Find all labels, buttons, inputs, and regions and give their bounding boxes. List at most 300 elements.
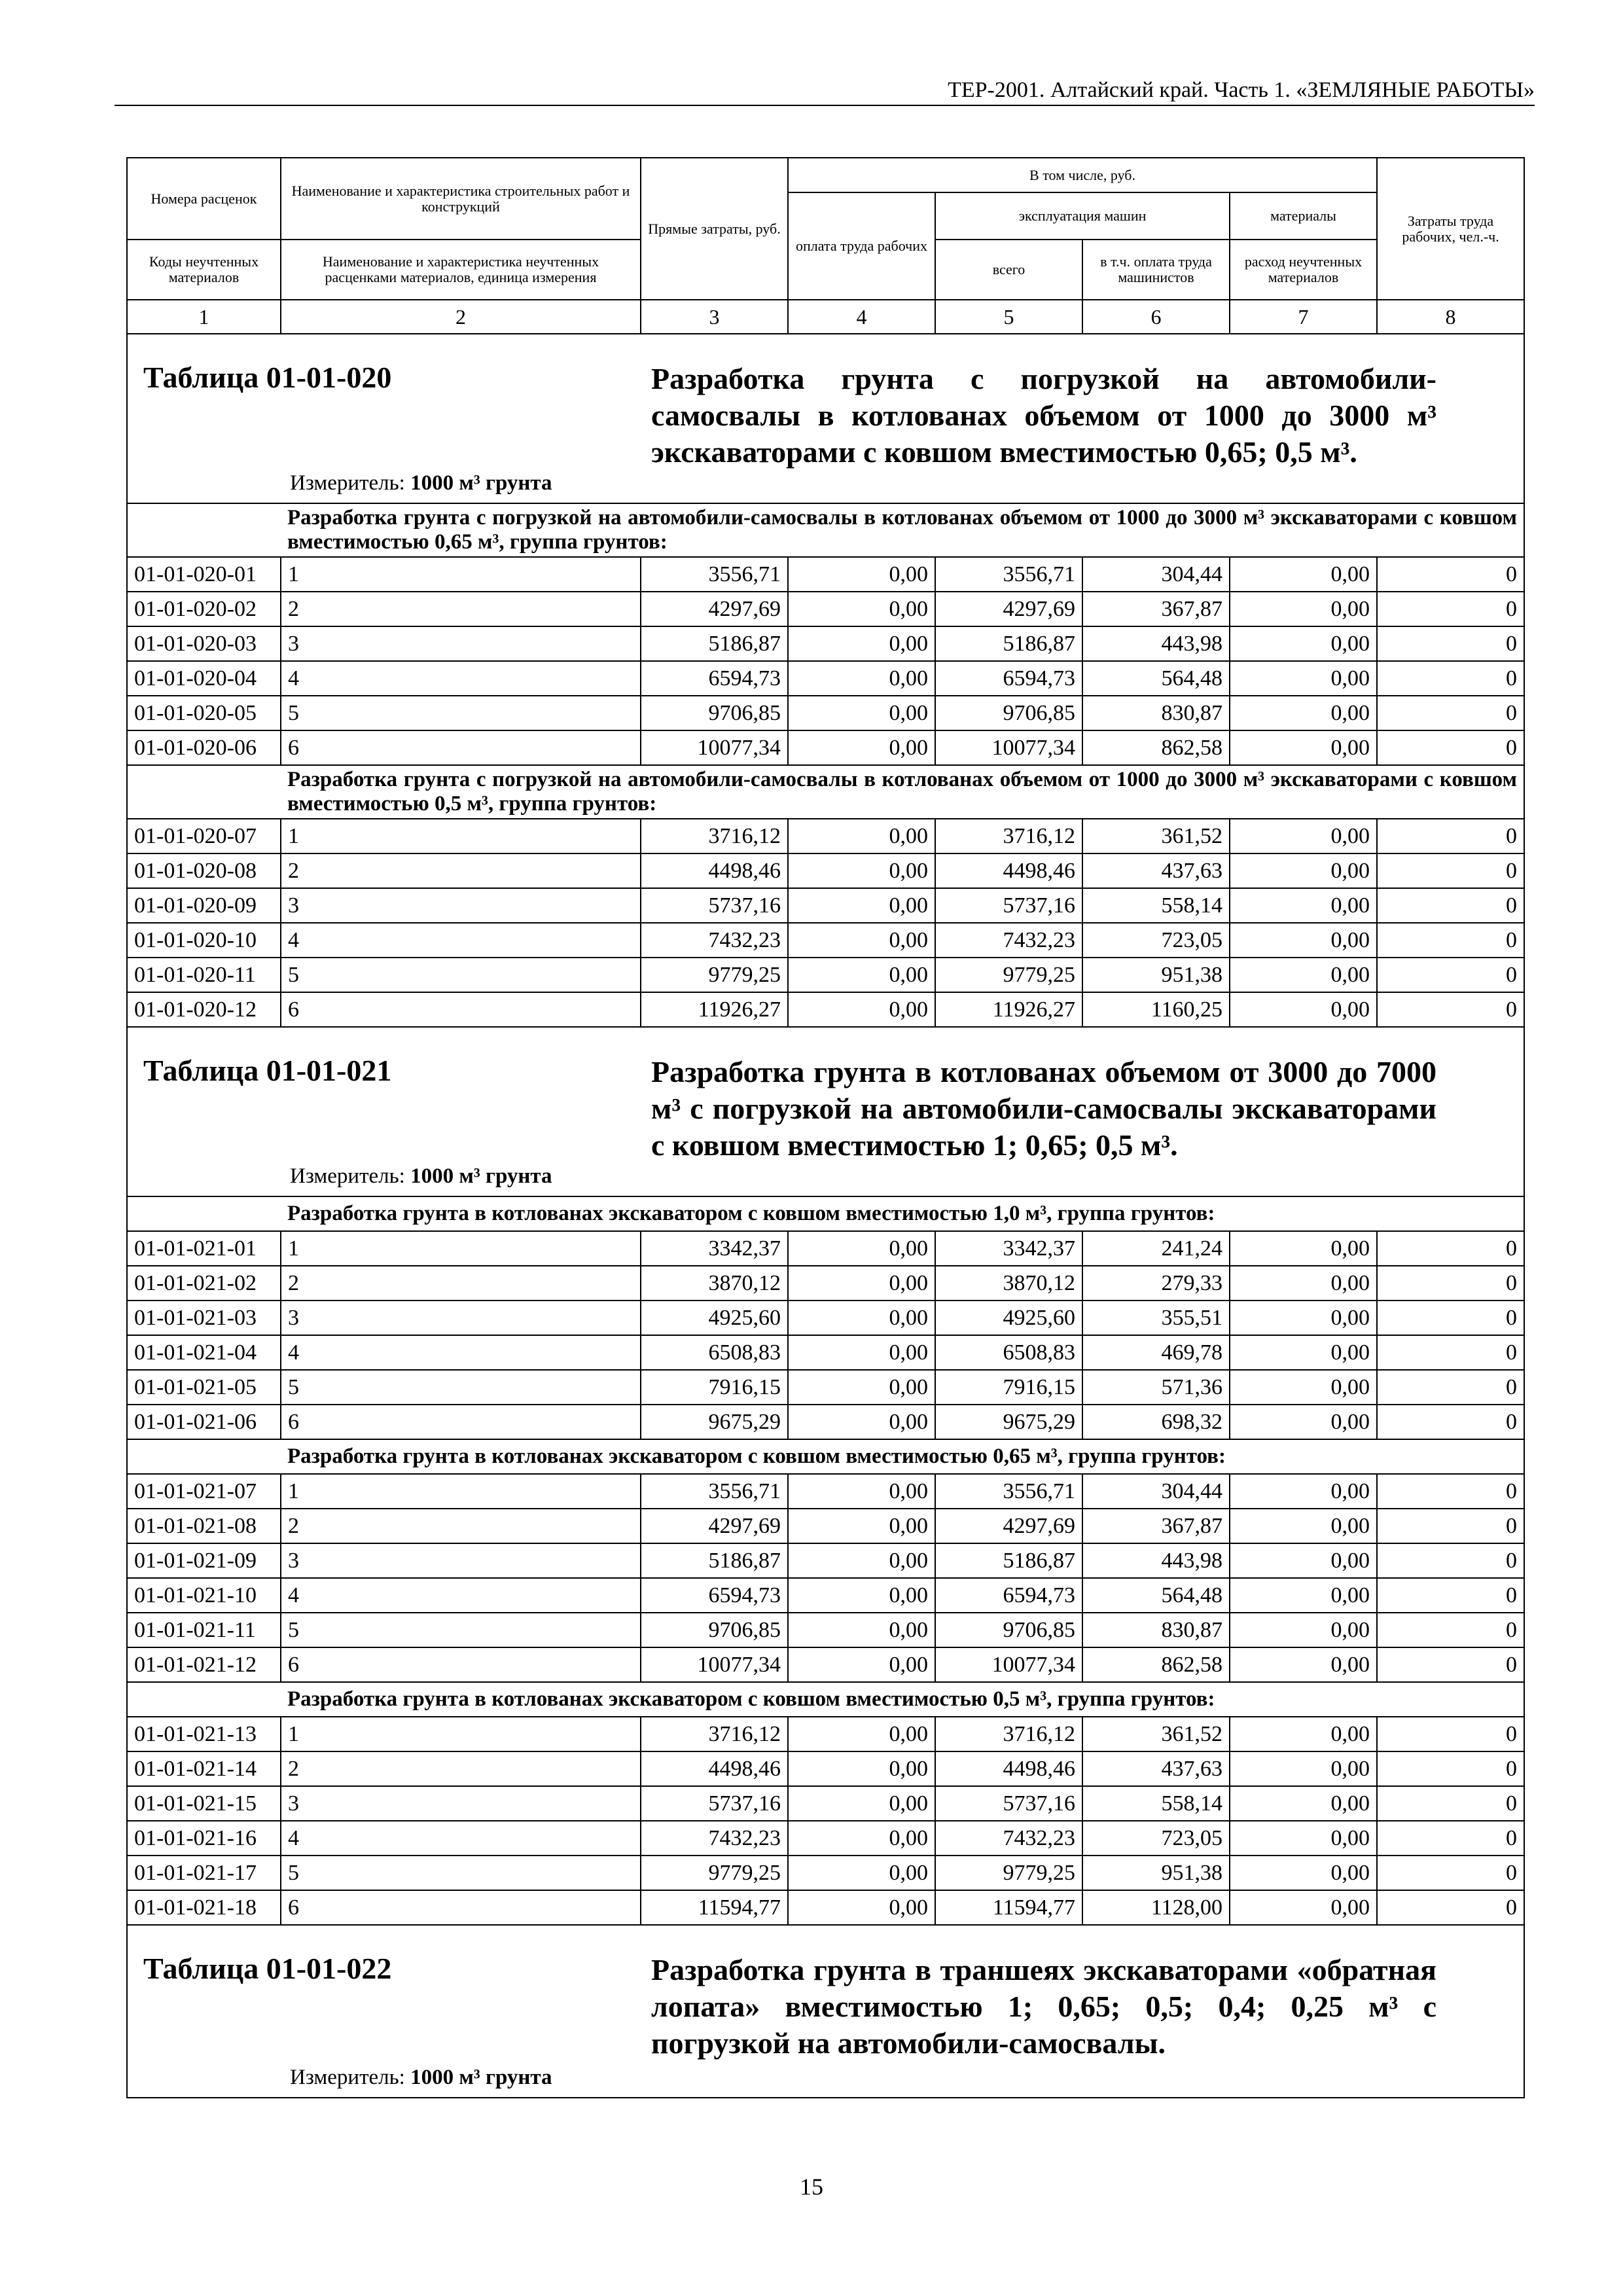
value-cell: 0 bbox=[1377, 1647, 1524, 1682]
value-cell: 443,98 bbox=[1082, 626, 1230, 661]
soil-group: 1 bbox=[281, 819, 641, 853]
col-including: В том числе, руб. bbox=[788, 158, 1377, 192]
soil-group: 2 bbox=[281, 1509, 641, 1543]
value-cell: 7432,23 bbox=[641, 1821, 788, 1856]
value-cell: 7432,23 bbox=[935, 1821, 1082, 1856]
value-cell: 0,00 bbox=[788, 853, 935, 888]
soil-group: 3 bbox=[281, 1300, 641, 1335]
value-cell: 6594,73 bbox=[935, 1578, 1082, 1613]
value-cell: 0 bbox=[1377, 1578, 1524, 1613]
table-row bbox=[127, 1578, 1524, 1613]
value-cell: 0,00 bbox=[788, 1370, 935, 1405]
rate-code: 01-01-021-01 bbox=[127, 1231, 281, 1266]
value-cell: 3870,12 bbox=[641, 1266, 788, 1300]
table-row bbox=[127, 819, 1524, 853]
column-number-cell: 6 bbox=[1082, 300, 1230, 334]
value-cell: 5186,87 bbox=[935, 626, 1082, 661]
value-cell: 9706,85 bbox=[935, 1613, 1082, 1647]
table-title-cell bbox=[127, 1027, 1524, 1196]
measure-value: 1000 м³ грунта bbox=[410, 2066, 552, 2089]
section-row bbox=[127, 765, 1524, 819]
value-cell: 0 bbox=[1377, 1751, 1524, 1786]
table-title: Разработка грунта в котлованах объемом от 3000 до 7000 м³ с погрузкой на автомобили-самосвалы экскаваторами с ковшом вместимостью 1; 0,65; 0,5 м³. bbox=[651, 1055, 1436, 1162]
value-cell: 9779,25 bbox=[935, 958, 1082, 992]
table-row bbox=[127, 1509, 1524, 1543]
soil-group: 3 bbox=[281, 626, 641, 661]
rate-code: 01-01-021-03 bbox=[127, 1300, 281, 1335]
value-cell: 0,00 bbox=[788, 1717, 935, 1751]
soil-group: 6 bbox=[281, 992, 641, 1027]
value-cell: 0,00 bbox=[1230, 992, 1377, 1027]
table-number: Таблица 01-01-021 bbox=[143, 1054, 392, 1087]
value-cell: 7432,23 bbox=[935, 923, 1082, 958]
rate-code: 01-01-020-01 bbox=[127, 557, 281, 592]
table-row bbox=[127, 1370, 1524, 1405]
section-row bbox=[127, 1196, 1524, 1231]
table-row bbox=[127, 626, 1524, 661]
col-material-names: Наименование и характеристика неучтенных расценками материалов, единица измерения bbox=[281, 240, 641, 300]
table-measure bbox=[290, 1163, 552, 1189]
table-row bbox=[127, 1717, 1524, 1751]
value-cell: 11926,27 bbox=[935, 992, 1082, 1027]
value-cell: 3716,12 bbox=[641, 819, 788, 853]
value-cell: 0,00 bbox=[1230, 819, 1377, 853]
value-cell: 0,00 bbox=[788, 819, 935, 853]
value-cell: 9675,29 bbox=[641, 1405, 788, 1439]
value-cell: 0,00 bbox=[1230, 1751, 1377, 1786]
value-cell: 3556,71 bbox=[935, 557, 1082, 592]
rate-code: 01-01-020-02 bbox=[127, 592, 281, 626]
value-cell: 0 bbox=[1377, 1717, 1524, 1751]
value-cell: 304,44 bbox=[1082, 1474, 1230, 1509]
value-cell: 0,00 bbox=[1230, 1231, 1377, 1266]
value-cell: 4925,60 bbox=[641, 1300, 788, 1335]
soil-group: 3 bbox=[281, 888, 641, 923]
col-material-codes: Коды неучтенных материалов bbox=[127, 240, 281, 300]
value-cell: 0,00 bbox=[1230, 1300, 1377, 1335]
value-cell: 0 bbox=[1377, 1821, 1524, 1856]
rate-code: 01-01-021-11 bbox=[127, 1613, 281, 1647]
rate-code: 01-01-020-08 bbox=[127, 853, 281, 888]
value-cell: 0,00 bbox=[788, 1613, 935, 1647]
section-title: Разработка грунта в котлованах экскаватором с ковшом вместимостью 0,5 м³, группа грунтов: bbox=[281, 1682, 1524, 1717]
rate-code: 01-01-021-12 bbox=[127, 1647, 281, 1682]
value-cell: 3716,12 bbox=[935, 819, 1082, 853]
value-cell: 3716,12 bbox=[641, 1717, 788, 1751]
value-cell: 9675,29 bbox=[935, 1405, 1082, 1439]
value-cell: 6508,83 bbox=[641, 1335, 788, 1370]
table-title: Разработка грунта с погрузкой на автомобили-самосвалы в котлованах объемом от 1000 до 3000 м³ экскаваторами с ковшом вместимостью 0,65; 0,5 м³. bbox=[651, 362, 1436, 469]
table-title-block bbox=[128, 1028, 1524, 1196]
value-cell: 0 bbox=[1377, 819, 1524, 853]
table-title-cell bbox=[127, 1925, 1524, 2098]
table-number: Таблица 01-01-022 bbox=[143, 1952, 392, 1985]
table-row bbox=[127, 992, 1524, 1027]
soil-group: 5 bbox=[281, 696, 641, 730]
value-cell: 0 bbox=[1377, 958, 1524, 992]
value-cell: 698,32 bbox=[1082, 1405, 1230, 1439]
value-cell: 10077,34 bbox=[641, 1647, 788, 1682]
soil-group: 6 bbox=[281, 1405, 641, 1439]
value-cell: 361,52 bbox=[1082, 819, 1230, 853]
rate-code: 01-01-021-16 bbox=[127, 1821, 281, 1856]
table-row bbox=[127, 1474, 1524, 1509]
table-row bbox=[127, 853, 1524, 888]
value-cell: 9779,25 bbox=[641, 958, 788, 992]
table-row bbox=[127, 1751, 1524, 1786]
value-cell: 0,00 bbox=[788, 1335, 935, 1370]
value-cell: 4498,46 bbox=[935, 853, 1082, 888]
rate-code: 01-01-020-04 bbox=[127, 661, 281, 696]
column-numbers-row bbox=[127, 300, 1524, 334]
rate-code: 01-01-021-18 bbox=[127, 1890, 281, 1925]
value-cell: 0,00 bbox=[788, 1266, 935, 1300]
value-cell: 0,00 bbox=[788, 730, 935, 765]
column-number-cell: 1 bbox=[127, 300, 281, 334]
rate-code: 01-01-021-15 bbox=[127, 1786, 281, 1821]
section-title: Разработка грунта с погрузкой на автомобили-самосвалы в котлованах объемом от 1000 до 3000 м³ экскаваторами с ковшом вместимостью 0,5 м³, группа грунтов: bbox=[281, 765, 1524, 819]
rate-code: 01-01-021-13 bbox=[127, 1717, 281, 1751]
rate-code: 01-01-020-07 bbox=[127, 819, 281, 853]
value-cell: 0,00 bbox=[1230, 1335, 1377, 1370]
col-labor-costs: Затраты труда рабочих, чел.-ч. bbox=[1377, 158, 1524, 300]
value-cell: 0,00 bbox=[1230, 1647, 1377, 1682]
rate-code: 01-01-021-08 bbox=[127, 1509, 281, 1543]
page-number: 15 bbox=[800, 2174, 823, 2200]
value-cell: 367,87 bbox=[1082, 592, 1230, 626]
value-cell: 0 bbox=[1377, 1370, 1524, 1405]
value-cell: 0 bbox=[1377, 1856, 1524, 1890]
section-spacer bbox=[127, 1439, 281, 1474]
value-cell: 0 bbox=[1377, 1786, 1524, 1821]
value-cell: 9779,25 bbox=[935, 1856, 1082, 1890]
value-cell: 4498,46 bbox=[641, 1751, 788, 1786]
value-cell: 0,00 bbox=[788, 1578, 935, 1613]
table-title-block bbox=[128, 1926, 1524, 2097]
table-row bbox=[127, 592, 1524, 626]
value-cell: 6594,73 bbox=[641, 1578, 788, 1613]
value-cell: 0 bbox=[1377, 992, 1524, 1027]
table-measure bbox=[290, 2064, 552, 2090]
soil-group: 4 bbox=[281, 923, 641, 958]
value-cell: 0,00 bbox=[1230, 661, 1377, 696]
value-cell: 0,00 bbox=[788, 1405, 935, 1439]
table-row bbox=[127, 1405, 1524, 1439]
value-cell: 469,78 bbox=[1082, 1335, 1230, 1370]
value-cell: 0,00 bbox=[788, 1890, 935, 1925]
value-cell: 558,14 bbox=[1082, 888, 1230, 923]
value-cell: 0,00 bbox=[788, 1509, 935, 1543]
rate-code: 01-01-020-10 bbox=[127, 923, 281, 958]
column-number-cell: 3 bbox=[641, 300, 788, 334]
table-row bbox=[127, 1821, 1524, 1856]
value-cell: 279,33 bbox=[1082, 1266, 1230, 1300]
column-number-cell: 4 bbox=[788, 300, 935, 334]
table-row bbox=[127, 888, 1524, 923]
value-cell: 0,00 bbox=[1230, 1890, 1377, 1925]
value-cell: 5737,16 bbox=[935, 1786, 1082, 1821]
value-cell: 0 bbox=[1377, 557, 1524, 592]
rate-code: 01-01-021-09 bbox=[127, 1543, 281, 1578]
column-number-cell: 8 bbox=[1377, 300, 1524, 334]
value-cell: 6594,73 bbox=[641, 661, 788, 696]
value-cell: 0,00 bbox=[1230, 1578, 1377, 1613]
col-machine-operation: эксплуатация машин bbox=[935, 192, 1230, 240]
value-cell: 0 bbox=[1377, 923, 1524, 958]
value-cell: 0,00 bbox=[1230, 1856, 1377, 1890]
rate-code: 01-01-020-09 bbox=[127, 888, 281, 923]
value-cell: 7916,15 bbox=[935, 1370, 1082, 1405]
value-cell: 0,00 bbox=[788, 992, 935, 1027]
value-cell: 0,00 bbox=[788, 923, 935, 958]
soil-group: 2 bbox=[281, 592, 641, 626]
rate-code: 01-01-021-02 bbox=[127, 1266, 281, 1300]
table-row bbox=[127, 1231, 1524, 1266]
value-cell: 862,58 bbox=[1082, 1647, 1230, 1682]
col-work-name: Наименование и характеристика строительных работ и конструкций bbox=[281, 158, 641, 240]
section-spacer bbox=[127, 765, 281, 819]
value-cell: 0,00 bbox=[788, 1821, 935, 1856]
value-cell: 571,36 bbox=[1082, 1370, 1230, 1405]
rate-code: 01-01-021-05 bbox=[127, 1370, 281, 1405]
value-cell: 10077,34 bbox=[935, 1647, 1082, 1682]
value-cell: 5186,87 bbox=[641, 1543, 788, 1578]
value-cell: 3716,12 bbox=[935, 1717, 1082, 1751]
value-cell: 3870,12 bbox=[935, 1266, 1082, 1300]
value-cell: 0,00 bbox=[788, 1856, 935, 1890]
value-cell: 0 bbox=[1377, 1474, 1524, 1509]
value-cell: 0,00 bbox=[1230, 1370, 1377, 1405]
running-header: ТЕР-2001. Алтайский край. Часть 1. «ЗЕМЛЯНЫЕ РАБОТЫ» bbox=[948, 78, 1535, 102]
table-title-cell bbox=[127, 334, 1524, 503]
value-cell: 9706,85 bbox=[641, 1613, 788, 1647]
value-cell: 3556,71 bbox=[641, 557, 788, 592]
value-cell: 7432,23 bbox=[641, 923, 788, 958]
value-cell: 10077,34 bbox=[641, 730, 788, 765]
price-table bbox=[126, 157, 1525, 2098]
section-spacer bbox=[127, 503, 281, 557]
section-row bbox=[127, 1439, 1524, 1474]
value-cell: 5186,87 bbox=[641, 626, 788, 661]
value-cell: 0 bbox=[1377, 1890, 1524, 1925]
rate-code: 01-01-021-17 bbox=[127, 1856, 281, 1890]
section-title: Разработка грунта в котлованах экскаватором с ковшом вместимостью 1,0 м³, группа грунтов: bbox=[281, 1196, 1524, 1231]
rate-code: 01-01-021-14 bbox=[127, 1751, 281, 1786]
table-number: Таблица 01-01-020 bbox=[143, 361, 392, 394]
section-title: Разработка грунта в котлованах экскаватором с ковшом вместимостью 0,65 м³, группа грунтов: bbox=[281, 1439, 1524, 1474]
value-cell: 4498,46 bbox=[935, 1751, 1082, 1786]
value-cell: 3556,71 bbox=[935, 1474, 1082, 1509]
value-cell: 830,87 bbox=[1082, 1613, 1230, 1647]
value-cell: 6594,73 bbox=[935, 661, 1082, 696]
value-cell: 4297,69 bbox=[935, 592, 1082, 626]
section-spacer bbox=[127, 1196, 281, 1231]
value-cell: 11594,77 bbox=[935, 1890, 1082, 1925]
value-cell: 9706,85 bbox=[935, 696, 1082, 730]
rate-code: 01-01-020-11 bbox=[127, 958, 281, 992]
value-cell: 10077,34 bbox=[935, 730, 1082, 765]
value-cell: 3342,37 bbox=[935, 1231, 1082, 1266]
value-cell: 7916,15 bbox=[641, 1370, 788, 1405]
rate-code: 01-01-021-04 bbox=[127, 1335, 281, 1370]
table-row bbox=[127, 958, 1524, 992]
table-title-block bbox=[128, 334, 1524, 503]
value-cell: 0 bbox=[1377, 626, 1524, 661]
table-row bbox=[127, 661, 1524, 696]
value-cell: 0 bbox=[1377, 1231, 1524, 1266]
value-cell: 0,00 bbox=[1230, 1717, 1377, 1751]
soil-group: 4 bbox=[281, 1578, 641, 1613]
section-row bbox=[127, 1682, 1524, 1717]
value-cell: 0,00 bbox=[1230, 888, 1377, 923]
value-cell: 0 bbox=[1377, 1266, 1524, 1300]
table-title: Разработка грунта в траншеях экскаваторами «обратная лопата» вместимостью 1; 0,65; 0,5; 0,4; 0,25 м³ с погрузкой на автомобили-самосвалы. bbox=[651, 1953, 1436, 2060]
soil-group: 3 bbox=[281, 1543, 641, 1578]
table-row bbox=[127, 1786, 1524, 1821]
measure-label: Измеритель: bbox=[290, 1164, 411, 1188]
value-cell: 0,00 bbox=[788, 958, 935, 992]
value-cell: 0,00 bbox=[1230, 1266, 1377, 1300]
value-cell: 6508,83 bbox=[935, 1335, 1082, 1370]
value-cell: 3342,37 bbox=[641, 1231, 788, 1266]
value-cell: 951,38 bbox=[1082, 1856, 1230, 1890]
rate-code: 01-01-020-05 bbox=[127, 696, 281, 730]
value-cell: 9779,25 bbox=[641, 1856, 788, 1890]
value-cell: 0,00 bbox=[1230, 853, 1377, 888]
value-cell: 0,00 bbox=[1230, 1613, 1377, 1647]
soil-group: 5 bbox=[281, 1370, 641, 1405]
value-cell: 723,05 bbox=[1082, 923, 1230, 958]
col-rate-numbers: Номера расценок bbox=[127, 158, 281, 240]
value-cell: 0,00 bbox=[1230, 958, 1377, 992]
value-cell: 0,00 bbox=[1230, 1821, 1377, 1856]
value-cell: 4498,46 bbox=[641, 853, 788, 888]
col-machinist-pay: в т.ч. оплата труда машинистов bbox=[1082, 240, 1230, 300]
soil-group: 4 bbox=[281, 661, 641, 696]
value-cell: 0,00 bbox=[1230, 696, 1377, 730]
value-cell: 1128,00 bbox=[1082, 1890, 1230, 1925]
table-body bbox=[127, 158, 1524, 2098]
section-row bbox=[127, 503, 1524, 557]
value-cell: 0,00 bbox=[788, 888, 935, 923]
value-cell: 0 bbox=[1377, 696, 1524, 730]
value-cell: 5737,16 bbox=[641, 1786, 788, 1821]
value-cell: 437,63 bbox=[1082, 853, 1230, 888]
value-cell: 0,00 bbox=[1230, 626, 1377, 661]
table-row bbox=[127, 730, 1524, 765]
value-cell: 4925,60 bbox=[935, 1300, 1082, 1335]
value-cell: 355,51 bbox=[1082, 1300, 1230, 1335]
soil-group: 5 bbox=[281, 1856, 641, 1890]
value-cell: 0 bbox=[1377, 1405, 1524, 1439]
soil-group: 4 bbox=[281, 1821, 641, 1856]
soil-group: 6 bbox=[281, 1890, 641, 1925]
table-title-row bbox=[127, 1027, 1524, 1196]
value-cell: 361,52 bbox=[1082, 1717, 1230, 1751]
table-row bbox=[127, 1856, 1524, 1890]
value-cell: 437,63 bbox=[1082, 1751, 1230, 1786]
value-cell: 564,48 bbox=[1082, 661, 1230, 696]
value-cell: 367,87 bbox=[1082, 1509, 1230, 1543]
value-cell: 0,00 bbox=[788, 1786, 935, 1821]
section-spacer bbox=[127, 1682, 281, 1717]
value-cell: 0,00 bbox=[1230, 730, 1377, 765]
value-cell: 723,05 bbox=[1082, 1821, 1230, 1856]
value-cell: 0,00 bbox=[788, 1231, 935, 1266]
value-cell: 0 bbox=[1377, 1509, 1524, 1543]
soil-group: 1 bbox=[281, 557, 641, 592]
value-cell: 4297,69 bbox=[935, 1509, 1082, 1543]
value-cell: 443,98 bbox=[1082, 1543, 1230, 1578]
table-row bbox=[127, 1647, 1524, 1682]
table-row bbox=[127, 1613, 1524, 1647]
col-materials: материалы bbox=[1230, 192, 1377, 240]
measure-value: 1000 м³ грунта bbox=[410, 471, 552, 495]
value-cell: 0,00 bbox=[1230, 1786, 1377, 1821]
column-number-cell: 7 bbox=[1230, 300, 1377, 334]
measure-value: 1000 м³ грунта bbox=[410, 1164, 552, 1188]
soil-group: 2 bbox=[281, 1751, 641, 1786]
col-labor-pay: оплата труда рабочих bbox=[788, 192, 935, 300]
value-cell: 0 bbox=[1377, 1300, 1524, 1335]
soil-group: 1 bbox=[281, 1717, 641, 1751]
value-cell: 558,14 bbox=[1082, 1786, 1230, 1821]
value-cell: 0,00 bbox=[1230, 1405, 1377, 1439]
value-cell: 3556,71 bbox=[641, 1474, 788, 1509]
value-cell: 4297,69 bbox=[641, 1509, 788, 1543]
value-cell: 0,00 bbox=[788, 696, 935, 730]
soil-group: 5 bbox=[281, 958, 641, 992]
column-number-cell: 2 bbox=[281, 300, 641, 334]
value-cell: 1160,25 bbox=[1082, 992, 1230, 1027]
value-cell: 951,38 bbox=[1082, 958, 1230, 992]
rate-code: 01-01-021-06 bbox=[127, 1405, 281, 1439]
value-cell: 0,00 bbox=[788, 626, 935, 661]
measure-label: Измеритель: bbox=[290, 471, 411, 495]
value-cell: 830,87 bbox=[1082, 696, 1230, 730]
soil-group: 2 bbox=[281, 853, 641, 888]
value-cell: 0 bbox=[1377, 592, 1524, 626]
column-number-cell: 5 bbox=[935, 300, 1082, 334]
rate-code: 01-01-021-07 bbox=[127, 1474, 281, 1509]
value-cell: 0,00 bbox=[788, 592, 935, 626]
value-cell: 4297,69 bbox=[641, 592, 788, 626]
value-cell: 0,00 bbox=[788, 557, 935, 592]
table-row bbox=[127, 1335, 1524, 1370]
table-row bbox=[127, 696, 1524, 730]
value-cell: 0,00 bbox=[788, 1751, 935, 1786]
value-cell: 0,00 bbox=[1230, 592, 1377, 626]
table-row bbox=[127, 557, 1524, 592]
rate-code: 01-01-020-12 bbox=[127, 992, 281, 1027]
value-cell: 5737,16 bbox=[935, 888, 1082, 923]
value-cell: 0 bbox=[1377, 853, 1524, 888]
value-cell: 0 bbox=[1377, 1543, 1524, 1578]
value-cell: 0 bbox=[1377, 730, 1524, 765]
table-row bbox=[127, 1543, 1524, 1578]
table-title-row bbox=[127, 1925, 1524, 2098]
value-cell: 5186,87 bbox=[935, 1543, 1082, 1578]
rate-code: 01-01-021-10 bbox=[127, 1578, 281, 1613]
table-measure bbox=[290, 470, 552, 496]
value-cell: 304,44 bbox=[1082, 557, 1230, 592]
soil-group: 6 bbox=[281, 730, 641, 765]
soil-group: 5 bbox=[281, 1613, 641, 1647]
table-row bbox=[127, 923, 1524, 958]
value-cell: 5737,16 bbox=[641, 888, 788, 923]
value-cell: 0,00 bbox=[1230, 1474, 1377, 1509]
col-unaccounted-materials: расход неучтенных материалов bbox=[1230, 240, 1377, 300]
